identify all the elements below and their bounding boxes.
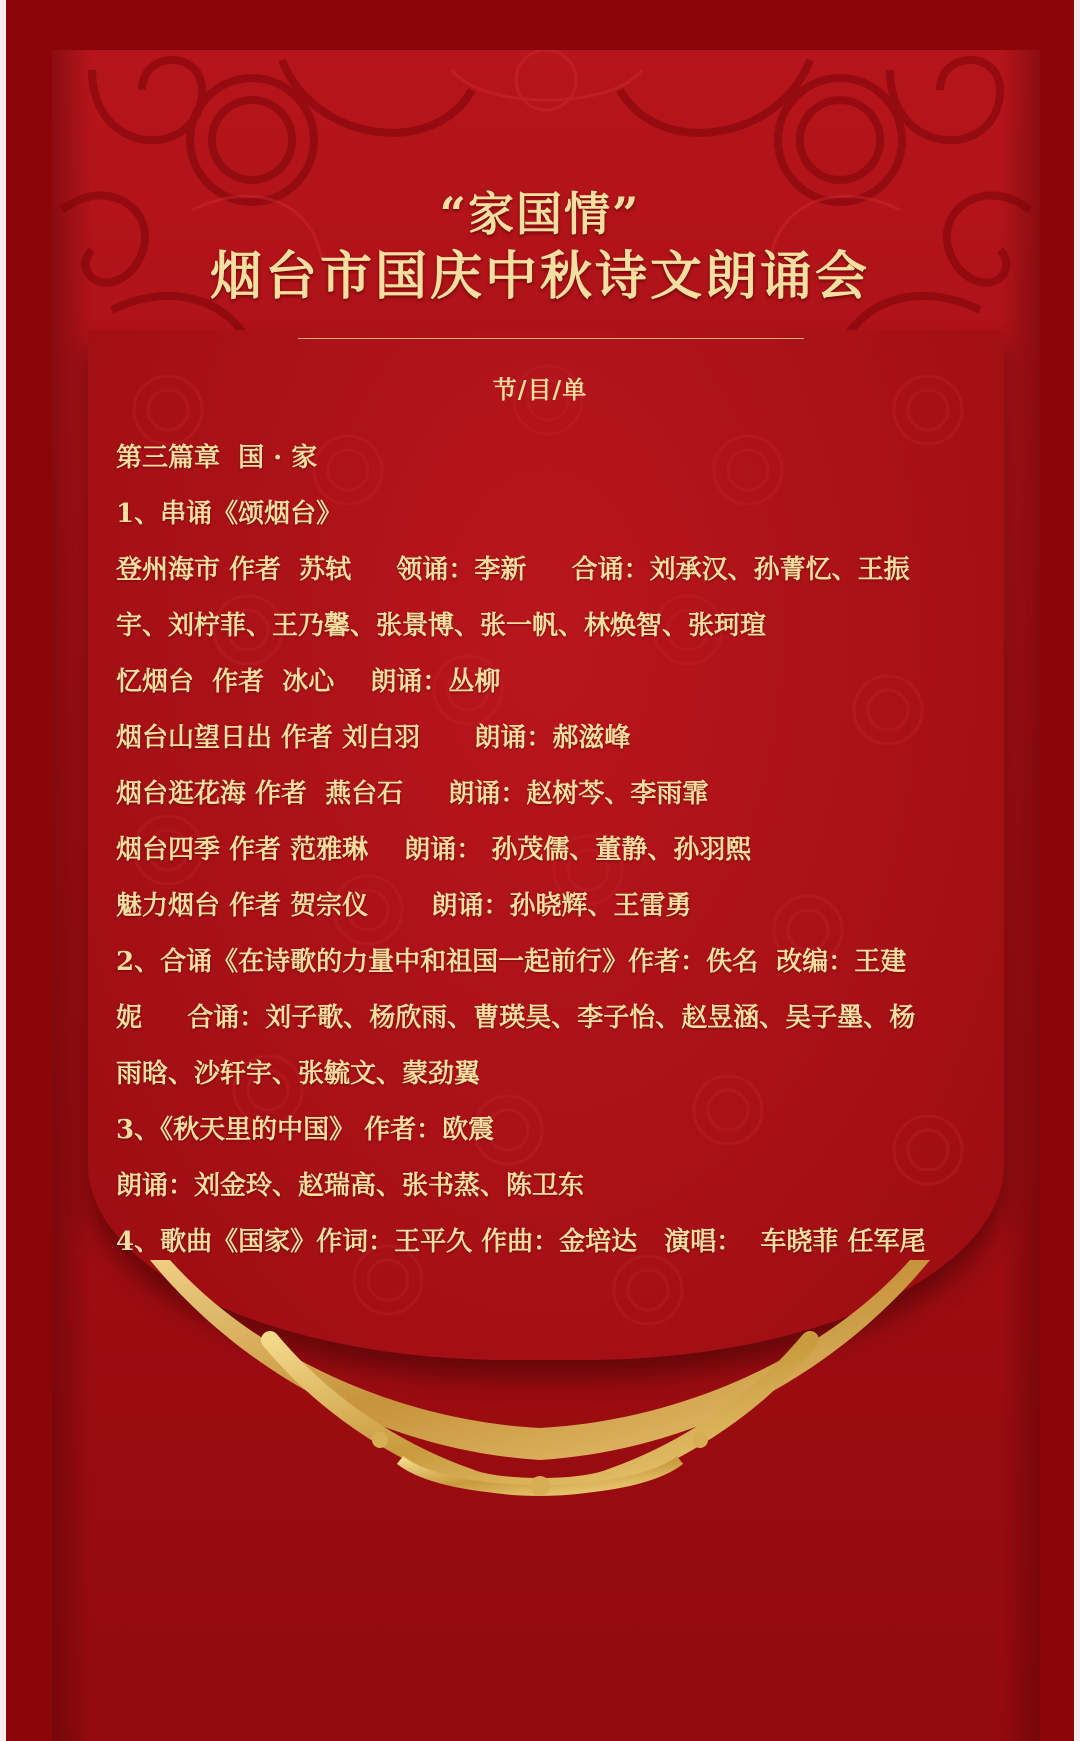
title-block [0, 186, 1080, 310]
program-line: 烟台山望日出 作者 刘白羽 朗诵：郝滋峰 [116, 723, 631, 753]
program-line: 忆烟台 作者 冰心 朗诵：丛柳 [116, 667, 501, 697]
program-line: 第三篇章 国 · 家 [116, 443, 318, 473]
program-line: 2、合诵《在诗歌的力量中和祖国一起前行》作者：佚名 改编：王建 [116, 947, 907, 977]
program-line: 1、串诵《颂烟台》 [116, 499, 343, 529]
program-line: 魅力烟台 作者 贺宗仪 朗诵：孙晓辉、王雷勇 [116, 891, 692, 921]
program-line: 烟台逛花海 作者 燕台石 朗诵：赵树芩、李雨霏 [116, 779, 709, 809]
title-divider [298, 338, 804, 339]
program-line: 妮 合诵：刘子歌、杨欣雨、曹瑛昊、李子怡、赵昱涵、吴子墨、杨 [116, 1003, 916, 1033]
program-line: 3、《秋天里的中国》 作者：欧震 [116, 1115, 495, 1145]
program-line: 烟台四季 作者 范雅琳 朗诵： 孙茂儒、董静、孙羽熙 [116, 835, 752, 865]
title-line-2: 烟台市国庆中秋诗文朗诵会 [209, 246, 870, 307]
gold-rim-ornament [150, 1250, 930, 1510]
program-line: 朗诵：刘金玲、赵瑞高、张书蒸、陈卫东 [116, 1171, 585, 1201]
program-line: 宇、刘柠菲、王乃馨、张景博、张一帆、林焕智、张珂瑄 [116, 611, 767, 641]
program-line: 登州海市 作者 苏轼 领诵：李新 合诵：刘承汉、孙菁忆、王振 [116, 555, 910, 585]
title-line-1: “家国情” [439, 187, 641, 241]
program-list [116, 430, 976, 1270]
program-subtitle: 节/目/单 [492, 375, 588, 404]
program-line: 4、歌曲《国家》作词：王平久 作曲：金培达 演唱： 车晓菲 任军尾 [116, 1227, 926, 1257]
program-line: 雨晗、沙轩宇、张毓文、蒙劲翼 [116, 1059, 481, 1089]
